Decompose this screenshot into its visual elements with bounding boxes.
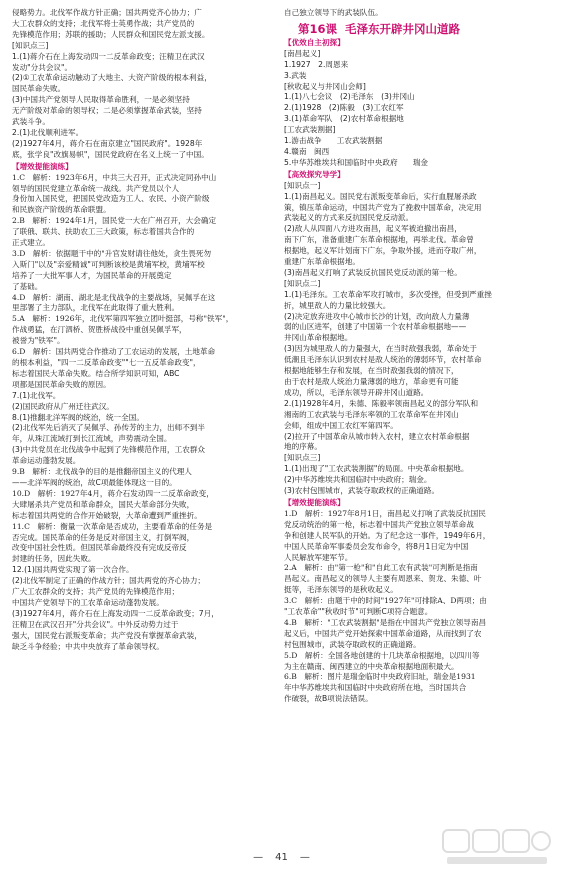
knowledge-point-label: [知识点二] xyxy=(284,278,321,288)
lesson-title: 毛泽东开辟井冈山道路 xyxy=(345,21,461,36)
page-number: 41 xyxy=(275,852,288,863)
answer-line: 改变中国社会性质。但国民革命最终没有完成反帝反 xyxy=(12,543,187,553)
answer-analysis-line: 3.C 解析：由题干中的时间"1927年"可排除A、D两项；由 xyxy=(284,596,487,606)
answer-analysis-line: 5.A 解析：1926年，北伐军第四军独立团叶挺部，号称"铁军"， xyxy=(12,314,234,324)
answer-analysis-line: 10.D 解析：1927年4月，蒋介石发动四一二反革命政变， xyxy=(12,488,214,498)
answer-line: (2)①工农革命运动触动了大地主、大资产阶级的根本利益， xyxy=(12,73,212,83)
answer-line: 广大工农群众的支持；共产党员的先锋模范作用； xyxy=(12,587,180,597)
answer-line: 1.(1)蒋介石在上海发动四一二反革命政变；汪精卫在武汉 xyxy=(12,51,205,61)
answer-line: 中国共产党领导下的工农革命运动蓬勃发展。 xyxy=(12,597,164,607)
answer-line: 南下广东，准备重建广东革命根据地，再举北伐。革命曾 xyxy=(284,235,474,245)
answer-line: 封建的任务，因此失败。 xyxy=(12,554,96,564)
answer-analysis-line: 5.D 解析：全国各地创建的十几块革命根据地，以四川等 xyxy=(284,650,480,660)
answer-line: 了联俄、联共、扶助农工三大政策，标志着国共合作的 xyxy=(12,227,195,237)
answer-line: 2.(1)北伐顺利进军。 xyxy=(12,127,84,137)
answer-line: 缺乏斗争经验；中共中央放弃了革命领导权。 xyxy=(12,641,164,651)
right-body xyxy=(284,38,546,705)
answer-line: (2)1927年4月，蒋介石在南京建立"国民政府"。1928年 xyxy=(12,138,203,148)
answer-analysis-line: 2.B 解析：1924年1月，国民党一大在广州召开，大会确定 xyxy=(12,216,217,226)
answer-line: 2.(1)1928年4月，朱德、陈毅率领南昌起义的部分军队和 xyxy=(284,398,479,408)
knowledge-point-label: [秋收起义与井冈山会师] xyxy=(284,81,366,91)
answer-line: 争和创建人民军队的开始。为了纪念这一事件，1949年6月， xyxy=(284,530,491,540)
answer-line: 作破裂，故B项说法错误。 xyxy=(284,694,373,704)
knowledge-point-label: [知识点三] xyxy=(12,40,49,50)
answer-line: 身份加入国民党，把国民党改造为工人、农民、小资产阶级 xyxy=(12,194,210,204)
answer-line: 1.(1)南昌起义。国民党右派叛变革命后，实行血腥屠杀政 xyxy=(284,191,477,201)
answer-line: 1.1927 2.周恩来 xyxy=(284,59,349,69)
answer-analysis-line: 6.D 解析：国共两党合作推动了工农运动的发展，土地革命 xyxy=(12,347,216,357)
answer-line: 年中华苏维埃共和国临时中央政府所在地，当时国共合 xyxy=(284,683,467,693)
answer-line: 大工农群众的支持；北伐军将士英勇作战；共产党员的 xyxy=(12,18,195,28)
answer-line: 大肆屠杀共产党员和革命群众，国民大革命部分失败， xyxy=(12,499,195,509)
knowledge-point-label: [知识点一] xyxy=(284,180,321,190)
answer-analysis-line: 2.A 解析：由"第一枪"和"自此工农有武装"可判断是指南 xyxy=(284,563,478,573)
answer-line: 年，从珠江流域打到长江流域，声势震动全国。 xyxy=(12,434,172,444)
answer-line: 低潮且毛泽东认识到农村是敌人统治的薄弱环节，农村革命 xyxy=(284,355,482,365)
answer-line: 的根本利益，"四一二反革命政变""七一五反革命政变"， xyxy=(12,358,201,367)
knowledge-point-label: [工农武装割据] xyxy=(284,125,336,135)
answer-line: 正式建立。 xyxy=(12,238,50,248)
answer-line: 2.(1)1928 (2)陈毅 (3)工农红军 xyxy=(284,103,404,113)
lesson-heading xyxy=(298,21,546,37)
answer-line: 1.(1)八七会议 (2)毛泽东 (3)井冈山 xyxy=(284,92,415,102)
answer-line: 侵略势力。北伐军作战方针正确；国共两党齐心协力；广 xyxy=(12,8,202,17)
answer-line: 1.(1)出现了"工农武装割据"的局面。中央革命根据地。 xyxy=(284,464,469,474)
answer-line: 项都是国民革命失败的原因。 xyxy=(12,379,111,389)
answer-line: 3.(1)革命军队 (2)农村革命根据地 xyxy=(284,114,404,124)
answer-line: 4.赣南 闽西 xyxy=(284,146,330,156)
answer-line: 根据地，起义军计划南下广东，争取外援，进而夺取广州， xyxy=(284,246,482,256)
answer-analysis-line: 1.C 解析：1923年6月，中共三大召开，正式决定同孙中山 xyxy=(12,172,217,182)
answer-line: 重建广东革命根据地。 xyxy=(284,257,360,267)
answer-analysis-line: 4.B 解析："工农武装割据"是指在中国共产党独立领导南昌 xyxy=(284,617,487,627)
answer-line: 7.(1)北伐军。 xyxy=(12,390,61,400)
answer-line: 8.(1)推翻北洋军阀的统治，统一全国。 xyxy=(12,412,144,422)
answer-line: 党反动统治的第一枪，标志着中国共产党独立领导革命战 xyxy=(284,519,474,529)
answer-line: 入斯门"以及"亲爱精诚"可判断该校是黄埔军校，黄埔军校 xyxy=(12,259,205,269)
answer-line: 强大，国民党右派叛变革命；共产党没有掌握革命武装， xyxy=(12,630,202,640)
answer-line: 会师，组成中国工农红军第四军。 xyxy=(284,420,398,430)
footer-dash-right: — xyxy=(299,852,310,863)
answer-analysis-line: 9.B 解析：北伐战争的目的是推翻帝国主义的代理人 xyxy=(12,467,192,477)
left-column xyxy=(12,8,274,843)
answer-line: 12.(1)国共两党实现了第一次合作。 xyxy=(12,565,134,575)
answer-analysis-line: 11.C 解析：衡量一次革命是否成功，主要看革命的任务是 xyxy=(12,521,213,531)
knowledge-point-label: [知识点三] xyxy=(284,453,321,463)
answer-line: 汪精卫在武汉召开"分共会议"。中外反动势力过于 xyxy=(12,619,179,629)
answer-line: ——北洋军阀的统治，故C项最能体现这一目的。 xyxy=(12,477,177,487)
answer-analysis-line: 3.D 解析：依据题干中的"升官发财请往他处，贪生畏死勿 xyxy=(12,248,212,258)
answer-line: 昌起义。南昌起义的领导人主要有周恩来、贺龙、朱德、叶 xyxy=(284,574,482,584)
answer-line: 弱的山区进军，创建了中国第一个农村革命根据地—— xyxy=(284,322,467,332)
section-heading: 【增效提能演练】 xyxy=(284,497,345,507)
answer-line: (3)农村包围城市，武装夺取政权的正确道路。 xyxy=(284,486,440,496)
answer-line: 根据地能够生存和发展，在当时敌强我弱的情况下， xyxy=(284,366,459,376)
answer-line: 否完成。国民革命的任务是反对帝国主义，打倒军阀， xyxy=(12,532,195,542)
answer-line: 1.(1)毛泽东。工农革命军攻打城市，多次受挫，但受到严重挫 xyxy=(284,289,492,299)
answer-line: (2)北伐军先后消灭了吴佩孚、孙传芳的主力，出师不到半 xyxy=(12,423,206,433)
answer-line: 5.中华苏维埃共和国临时中央政府 瑞金 xyxy=(284,157,428,167)
answer-line: 地的序幕。 xyxy=(284,442,322,452)
answer-line: 人民解放军建军节。 xyxy=(284,552,353,562)
footer-dash-left: — xyxy=(253,852,264,863)
answer-line: (2)北伐军制定了正确的作战方针；国共两党的齐心协力； xyxy=(12,576,206,586)
answer-line: 发动"分共会议"。 xyxy=(12,62,73,72)
answer-line: (2)中华苏维埃共和国临时中央政府；瑞金。 xyxy=(284,475,432,485)
answer-line: 折，城里敌人的力量比较强大。 xyxy=(284,300,391,310)
answer-line: 为主在赣南、闽西建立的中央革命根据地面积最大。 xyxy=(284,661,459,671)
answer-line: (2)拉开了中国革命从城市转入农村，建立农村革命根据 xyxy=(284,431,470,441)
answer-line: 成功，所以，毛泽东领导开辟井冈山道路。 xyxy=(284,387,429,397)
section-heading: 【优效自主初探】 xyxy=(284,37,345,47)
answer-line: (3)因为城里敌人的力量强大，在当时敌强我弱，革命处于 xyxy=(284,344,478,354)
answer-line: (2)决定放弃进攻中心城市长沙的计划，改向敌人力量薄 xyxy=(284,311,470,321)
answer-line: "工农革命""秋收时节"可判断C项符合题意。 xyxy=(284,607,433,617)
answer-analysis-line: 1.D 解析：1927年8月1日，南昌起义打响了武装反抗国民 xyxy=(284,508,486,518)
answer-line: 挺等，毛泽东领导的是秋收起义。 xyxy=(284,585,398,595)
right-column xyxy=(284,8,546,843)
answer-analysis-line: 4.D 解析：湖南、湖北是北伐战争的主要战场，吴佩孚在这 xyxy=(12,292,216,302)
answer-line: 里部署了主力部队，北伐军在此取得了重大胜利。 xyxy=(12,303,180,313)
answer-line: (2)国民政府从广州迁往武汉。 xyxy=(12,401,114,411)
answer-line: 作战勇猛，在汀泗桥、贺胜桥战役中重创吴佩孚军， xyxy=(12,325,187,335)
watermark-logo xyxy=(441,827,553,867)
answer-line: (3)1927年4月，蒋介石在上海发动四一二反革命政变；7月， xyxy=(12,608,219,618)
answer-line: 无产阶级对革命的领导权；二是必须掌握革命武装，坚持 xyxy=(12,106,202,116)
section-heading: 【高效探究导学】 xyxy=(284,169,345,179)
answer-line: 了基础。 xyxy=(12,281,43,291)
answer-line: 村包围城市，武装夺取政权的正确道路。 xyxy=(284,639,421,649)
right-continuation-line: 自己独立领导下的武装队伍。 xyxy=(284,8,383,17)
answer-line: 湘南的工农武装与毛泽东率领的工农革命军在井冈山 xyxy=(284,409,459,419)
answer-line: 国民革命失败。 xyxy=(12,84,66,94)
answer-line: 被誉为"铁军"。 xyxy=(12,336,65,346)
answer-line: 底，张学良"改旗易帜"，国民党政府在名义上统一了中国。 xyxy=(12,149,209,159)
answer-analysis-line: 6.B 解析：图片是瑞金临时中央政府旧址，瑞金是1931 xyxy=(284,672,476,682)
answer-line: 1.游击战争 工农武装割据 xyxy=(284,136,383,146)
answer-line: (3)中国共产党领导人民取得革命胜利，一是必须坚持 xyxy=(12,95,190,105)
answer-line: 策，镇压革命运动，中国共产党为了挽救中国革命，决定用 xyxy=(284,202,482,212)
answer-line: 革命运动蓬勃发展。 xyxy=(12,456,81,466)
answer-line: 培养了一大批军事人才，为国民革命的开展奠定 xyxy=(12,270,172,280)
answer-line: 3.武装 xyxy=(284,70,307,80)
answer-line: 和民族资产阶级的革命联盟。 xyxy=(12,205,111,215)
answer-line: 井冈山革命根据地。 xyxy=(284,333,353,343)
answer-line: 武装斗争。 xyxy=(12,117,50,127)
answer-line: 武装起义的方式来反抗国民党反动派。 xyxy=(284,213,414,223)
answer-line: 起义后，中国共产党开始探索中国革命道路，从而找到了农 xyxy=(284,628,482,638)
answer-line: (2)敌人从四面八方进攻南昌，起义军被迫撤出南昌， xyxy=(284,224,462,234)
knowledge-point-label: [南昌起义] xyxy=(284,48,321,58)
lesson-number: 第16课 xyxy=(298,21,338,36)
answer-line: 标志着国民大革命失败。结合所学知识可知，ABC xyxy=(12,368,180,378)
answer-line: (3)中共党员在北伐战争中起到了先锋模范作用，工农群众 xyxy=(12,445,206,455)
answer-line: 标志着国共两党的合作开始破裂，大革命遭到严重挫折。 xyxy=(12,510,202,520)
answer-line: 中国人民革命军事委员会发布命令，将8月1日定为中国 xyxy=(284,541,469,551)
section-heading: 【增效提能演练】 xyxy=(12,161,73,171)
answer-line: 领导的国民党建立革命统一战线。共产党员以个人 xyxy=(12,183,180,193)
answer-line: (3)南昌起义打响了武装反抗国民党反动派的第一枪。 xyxy=(284,267,462,277)
answer-line: 先锋模范作用；苏联的援助；人民群众和国民党左派支援。 xyxy=(12,29,210,39)
answer-line: 由于农村是敌人统治力量薄弱的地方，革命更有可能 xyxy=(284,377,459,386)
